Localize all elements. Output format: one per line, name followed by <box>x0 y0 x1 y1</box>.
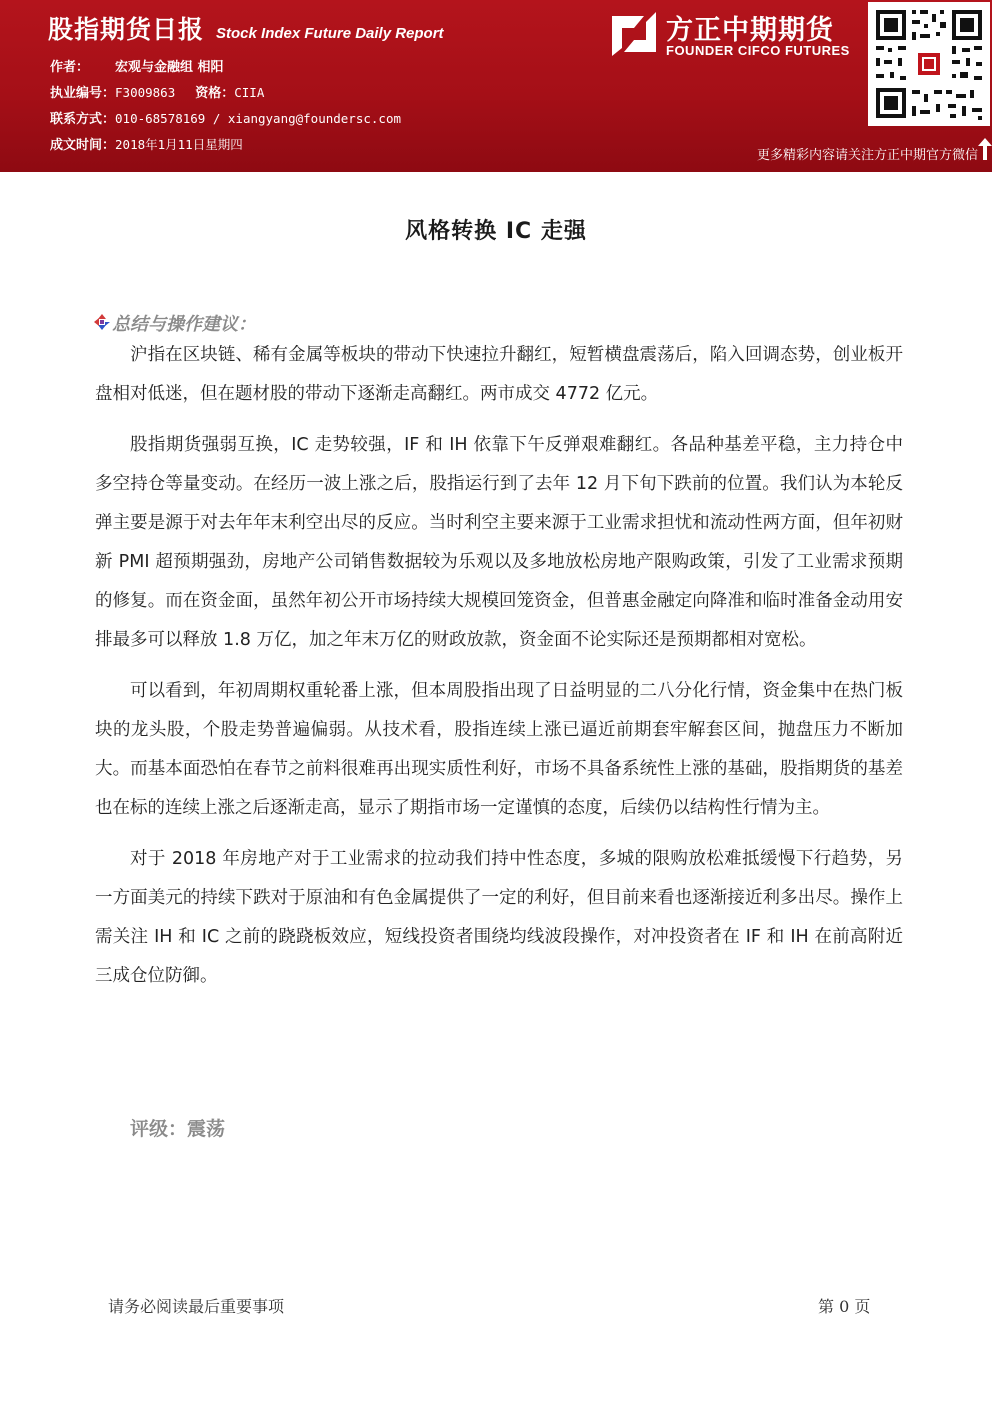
rating-text: 评级：震荡 <box>130 1118 226 1140</box>
qualification-label: 资格： <box>195 86 235 101</box>
logo-text-en: FOUNDER CIFCO FUTURES <box>666 43 850 58</box>
date-value: 2018年1月11日星期四 <box>115 137 243 152</box>
report-title-en: Stock Index Future Daily Report <box>216 25 444 42</box>
date-label: 成文时间： <box>50 138 116 153</box>
paragraph: 股指期货强弱互换，IC 走势较强，IF 和 IH 依靠下午反弹艰难翻红。各品种基差平稳，主力持仓中多空持仓等量变动。在经历一波上涨之后，股指运行到了去年 12 月下旬下跌前的位置。我们认为本轮反弹主要是源于对去年年末利空出尽的反应。当时利空主要来源于工业需求担忧和流动性两方面，但年初财新 PMI 超预期强劲，房地产公司销售数据较为乐观以及多地放松房地产限购政策，引发了工业需求预期的修复。而在资金面，虽然年初公开市场持续大规模回笼资金，但普惠金融定向降准和临时准备金动用安排最多可以释放 1.8 万亿，加之年末万亿的财政放款，资金面不论实际还是预期都相对宽松。 <box>95 435 903 650</box>
contact-label: 联系方式： <box>50 112 116 127</box>
section-heading-text: 总结与操作建议： <box>112 314 256 335</box>
paragraph: 对于 2018 年房地产对于工业需求的拉动我们持中性态度，多城的限购放松难抵缓慢下行趋势，另一方面美元的持续下跌对于原油和有色金属提供了一定的利好，但目前来看也逐渐接近利多出尽。操作上需关注 IH 和 IC 之前的跷跷板效应，短线投资者围绕均线波段操作，对冲投资者在 IF 和 IH 在前高附近三成仓位防御。 <box>95 849 903 986</box>
date-line <box>50 134 243 153</box>
wechat-qr-code <box>868 2 990 126</box>
company-logo <box>608 8 863 64</box>
author-value: 宏观与金融组 相阳 <box>115 60 224 75</box>
paragraph: 沪指在区块链、稀有金属等板块的带动下快速拉升翻红，短暂横盘震荡后，陷入回调态势，创业板开盘相对低迷，但在题材股的带动下逐渐走高翻红。两市成交 4772 亿元。 <box>95 345 903 404</box>
document-title: 风格转换 IC 走强 <box>405 219 587 244</box>
author-label: 作者： <box>50 60 90 75</box>
license-label: 执业编号： <box>50 86 116 101</box>
page-number: 第 0 页 <box>818 1297 871 1316</box>
report-header <box>0 0 992 172</box>
arrow-up-icon <box>978 138 992 160</box>
report-body <box>95 336 903 1008</box>
bullet-arrow-icon <box>94 314 110 330</box>
follow-wechat-text: 更多精彩内容请关注方正中期官方微信 <box>756 148 978 163</box>
paragraph: 可以看到，年初周期权重轮番上涨，但本周股指出现了日益明显的二八分化行情，资金集中在热门板块的龙头股，个股走势普遍偏弱。从技术看，股指连续上涨已逼近前期套牢解套区间，抛盘压力不断加大。而基本面恐怕在春节之前料很难再出现实质性利好，市场不具备系统性上涨的基础，股指期货的基差也在标的连续上涨之后逐渐走高，显示了期指市场一定谨慎的态度，后续仍以结构性行情为主。 <box>95 681 903 818</box>
license-line <box>50 82 264 101</box>
contact-line <box>50 108 401 127</box>
license-value: F3009863 <box>115 85 176 100</box>
author-line <box>50 56 224 75</box>
founder-logo-icon <box>608 8 660 60</box>
contact-value[interactable]: 010-68578169 / xiangyang@foundersc.com <box>115 111 401 126</box>
qualification-value: CIIA <box>234 85 265 100</box>
report-title-cn: 股指期货日报 <box>48 15 205 44</box>
logo-text-cn: 方正中期期货 <box>666 15 834 46</box>
footer-notice: 请务必阅读最后重要事项 <box>108 1297 285 1316</box>
report-title <box>48 10 444 46</box>
